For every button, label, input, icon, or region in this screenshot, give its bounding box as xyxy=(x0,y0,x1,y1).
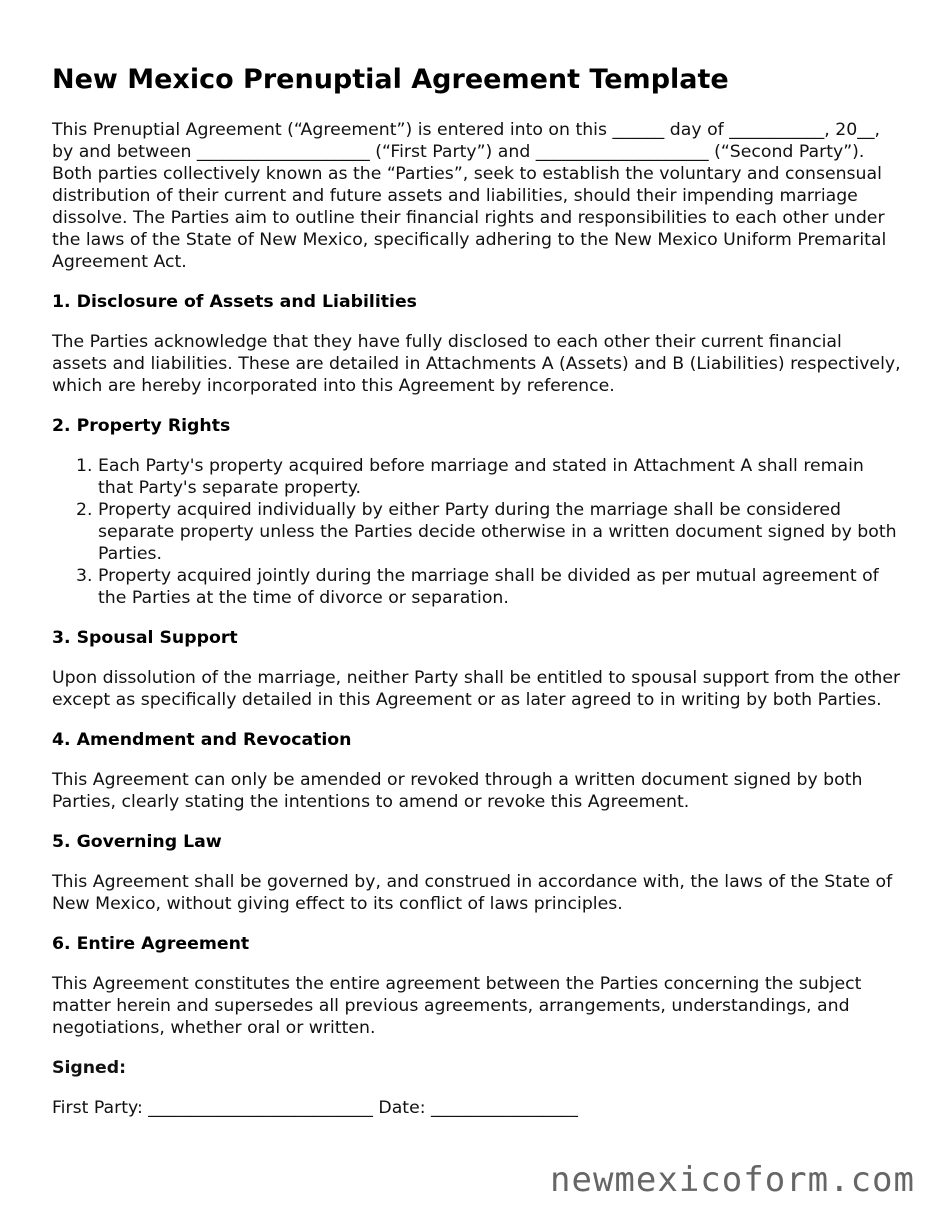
intro-paragraph: This Prenuptial Agreement (“Agreement”) is entered into on this ______ day of ___________, 20__, by and between ____________________ (“First Party”) and ____________________ (“Second Party”). Both parties collectively known as the “Parties”, seek to establish the voluntary and consensual distribution of their current and future assets and liabilities, should their impending marriage dissolve. The Parties aim to outline their financial rights and responsibilities to each other under the laws of the State of New Mexico, specifically adhering to the New Mexico Uniform Premarital Agreement Act. xyxy=(52,120,887,272)
section-heading-amendment: 4. Amendment and Revocation xyxy=(52,730,352,750)
list-item: 2. Property acquired individually by either Party during the marriage shall be considered separate property unless the Parties decide otherwise in a written document signed by both Parties. xyxy=(98,499,902,565)
page-title: New Mexico Prenuptial Agreement Template xyxy=(52,64,729,95)
site-watermark: newmexicoform.com xyxy=(550,1160,915,1200)
section-body-governing-law: This Agreement shall be governed by, and construed in accordance with, the laws of the State of New Mexico, without giving effect to its conflict of laws principles. xyxy=(52,872,893,914)
section-heading-governing-law: 5. Governing Law xyxy=(52,832,222,852)
list-item: 3. Property acquired jointly during the marriage shall be divided as per mutual agreement of the Parties at the time of divorce or separation. xyxy=(98,565,902,609)
first-party-signature-line: First Party: __________________________ Date: _________________ xyxy=(52,1098,578,1118)
section-heading-entire-agreement: 6. Entire Agreement xyxy=(52,934,250,954)
section-heading-property-rights: 2. Property Rights xyxy=(52,416,231,436)
property-rights-list xyxy=(52,455,902,609)
section-body-spousal-support: Upon dissolution of the marriage, neither Party shall be entitled to spousal support from the other except as specifically detailed in this Agreement or as later agreed to in writing by both Parties. xyxy=(52,668,901,710)
section-heading-disclosure: 1. Disclosure of Assets and Liabilities xyxy=(52,292,417,312)
signed-label: Signed: xyxy=(52,1058,127,1078)
section-body-amendment: This Agreement can only be amended or revoked through a written document signed by both Parties, clearly stating the intentions to amend or revoke this Agreement. xyxy=(52,770,863,812)
section-body-entire-agreement: This Agreement constitutes the entire agreement between the Parties concerning the subject matter herein and supersedes all previous agreements, arrangements, understandings, and negotiations, whether oral or written. xyxy=(52,974,862,1038)
document-page xyxy=(52,62,902,1137)
section-heading-spousal-support: 3. Spousal Support xyxy=(52,628,238,648)
list-item: 1. Each Party's property acquired before marriage and stated in Attachment A shall remain that Party's separate property. xyxy=(98,455,902,499)
section-body-disclosure: The Parties acknowledge that they have fully disclosed to each other their current financial assets and liabilities. These are detailed in Attachments A (Assets) and B (Liabilities) respectively, which are hereby incorporated into this Agreement by reference. xyxy=(52,332,901,396)
